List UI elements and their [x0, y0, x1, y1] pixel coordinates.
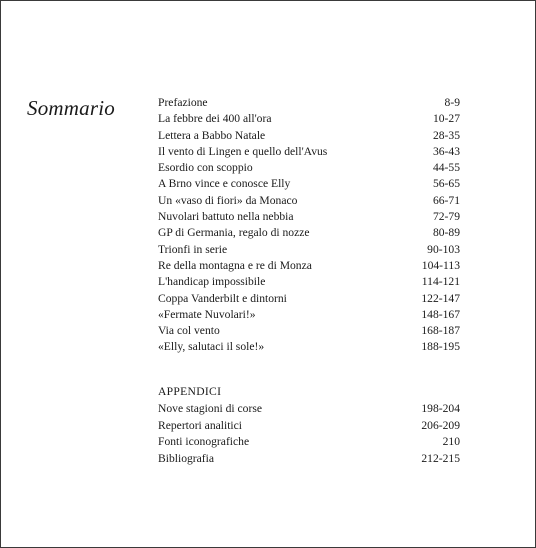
- toc-entry-title: Prefazione: [158, 96, 208, 109]
- toc-entry-title: L'handicap impossibile: [158, 275, 266, 289]
- toc-entry: [158, 176, 460, 192]
- toc-entry-pages: 198-204: [421, 402, 460, 415]
- toc-entry-title: Coppa Vanderbilt e dintorni: [158, 291, 287, 305]
- toc-entry-title: Repertori analitici: [158, 418, 243, 432]
- toc-entry-title: Trionfi in serie: [158, 242, 228, 256]
- toc-entry: [158, 209, 460, 225]
- toc-entry-pages: 210: [442, 435, 460, 448]
- toc-entry-title: «Fermate Nuvolari!»: [158, 307, 256, 321]
- toc-entry-pages: 10-27: [432, 112, 460, 126]
- toc-entry-pages: 80-89: [432, 226, 460, 240]
- toc-entry-title: Bibliografia: [158, 451, 215, 465]
- toc-entry-title: Esordio con scoppio: [158, 161, 253, 175]
- toc-entry: [158, 401, 460, 418]
- toc-entry-pages: 206-209: [421, 418, 460, 432]
- toc-entry-pages: 90-103: [427, 242, 460, 256]
- toc-entry-title: Lettera a Babbo Natale: [158, 128, 266, 142]
- toc-entry-title: Fonti iconografiche: [158, 435, 250, 448]
- toc-entry-pages: 168-187: [421, 324, 460, 338]
- toc-entry-pages: 8-9: [444, 96, 460, 109]
- toc-entry: [158, 193, 460, 209]
- toc-entry: [158, 339, 460, 355]
- toc-entry: [158, 242, 460, 258]
- toc-entry-pages: 66-71: [432, 193, 460, 207]
- toc-entry-pages: 72-79: [432, 210, 460, 224]
- toc-entry-title: «Elly, salutaci il sole!»: [158, 340, 265, 354]
- toc-entry-pages: 28-35: [432, 128, 460, 142]
- page-title: Sommario: [27, 96, 115, 120]
- toc-entry: [158, 128, 460, 144]
- toc-entry-title: GP di Germania, regalo di nozze: [158, 226, 310, 240]
- toc-entry-pages: 148-167: [421, 307, 460, 321]
- toc-entry: [158, 323, 460, 339]
- toc-entry: [158, 274, 460, 290]
- toc-entry: [158, 307, 460, 323]
- toc-entry-title: Nove stagioni di corse: [158, 402, 262, 415]
- toc-entry: [158, 111, 460, 127]
- toc-entry: [158, 451, 460, 468]
- toc-entry-pages: 114-121: [421, 275, 460, 289]
- toc-entry-title: A Brno vince e conosce Elly: [158, 177, 291, 191]
- toc-entry-pages: 122-147: [421, 291, 460, 305]
- toc-entry: [158, 144, 460, 160]
- appendix-heading: APPENDICI: [158, 385, 222, 398]
- toc-entry-pages: 36-43: [432, 144, 460, 158]
- toc-entry-title: Via col vento: [158, 324, 220, 338]
- toc-entry: [158, 291, 460, 307]
- toc-entry-pages: 188-195: [421, 340, 460, 354]
- toc-entry-title: Nuvolari battuto nella nebbia: [158, 210, 294, 224]
- toc-entry-title: Re della montagna e re di Monza: [158, 258, 312, 272]
- toc-entry-pages: 44-55: [432, 161, 460, 175]
- toc-entry: [158, 258, 460, 274]
- toc-entry: [158, 95, 460, 111]
- toc-entry-pages: 104-113: [421, 258, 460, 272]
- toc-entry: [158, 225, 460, 241]
- table-of-contents: [158, 95, 460, 356]
- toc-entry: [158, 160, 460, 176]
- toc-entry-pages: 212-215: [421, 451, 460, 465]
- toc-entry-title: Il vento di Lingen e quello dell'Avus: [158, 144, 328, 158]
- toc-entry: [158, 418, 460, 435]
- toc-entry-title: Un «vaso di fiori» da Monaco: [158, 193, 298, 207]
- toc-entry: [158, 434, 460, 451]
- toc-entry-pages: 56-65: [432, 177, 460, 191]
- appendix-section: [158, 383, 460, 467]
- toc-entry-title: La febbre dei 400 all'ora: [158, 112, 272, 126]
